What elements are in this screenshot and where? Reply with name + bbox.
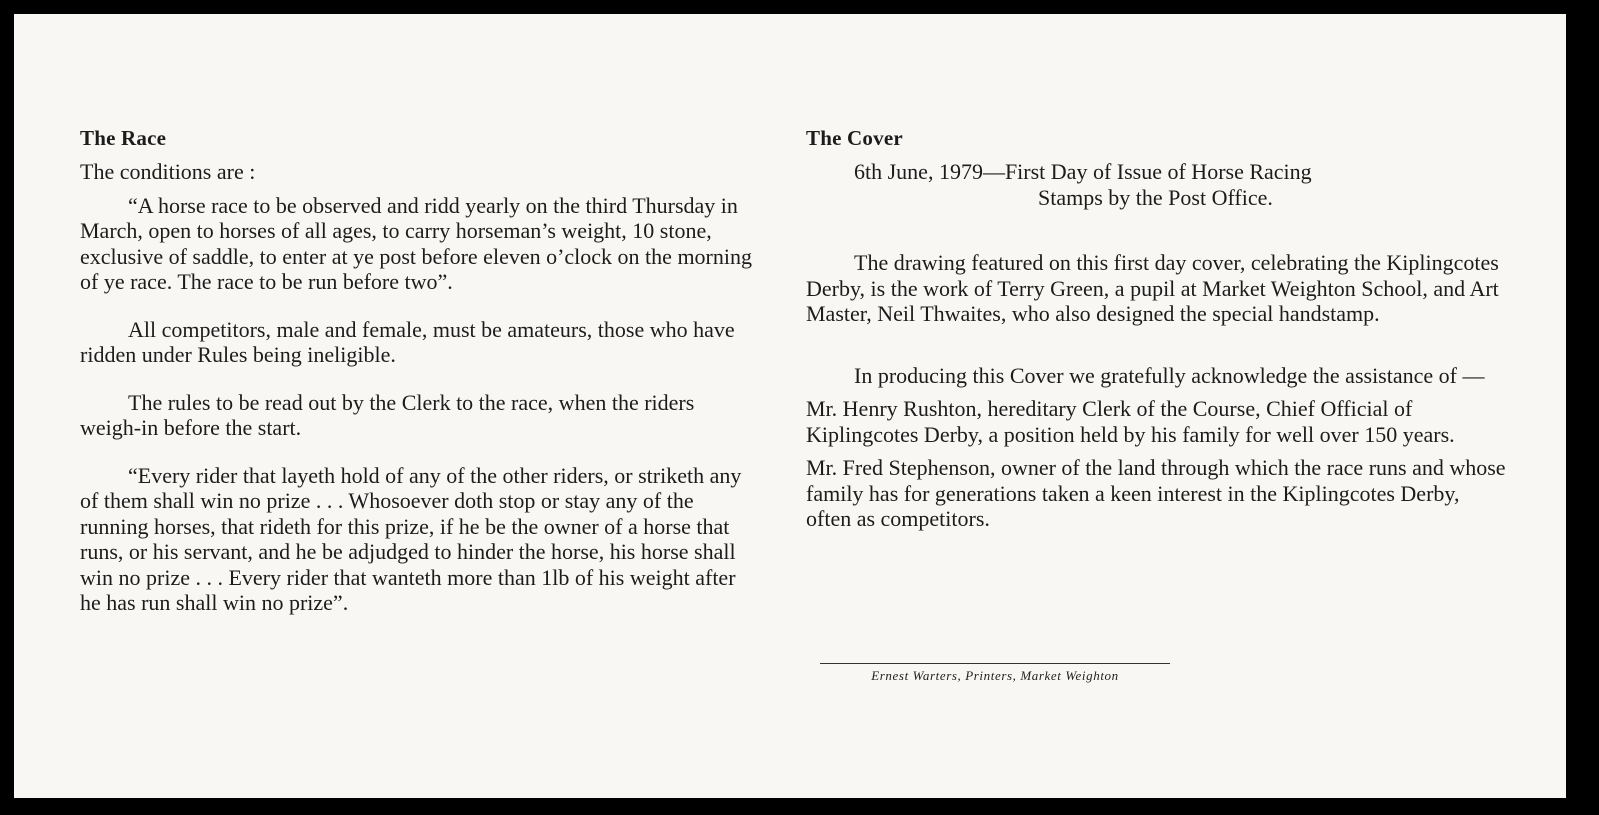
document-page [14,14,1566,798]
conditions-intro: The conditions are : [80,159,256,184]
rider-rules-quote: “Every rider that layeth hold of any of the other riders, or striketh any of them shall win no prize . . . Whosoever doth stop or stay any of the running horses, that rideth for this prize, if he be the owner of a horse that runs, or his servant, and he be adjudged to hinder the horse, his horse shall win no prize . . . Every rider that wanteth more than 1lb of his weight after he has run shall win no prize”. [80,462,742,615]
credit-henry-rushton: Mr. Henry Rushton, hereditary Clerk of the Course, Chief Official of Kiplingcotes Derby, a position held by his family for well over 150 years. [806,396,1455,447]
drawing-paragraph: The drawing featured on this first day cover, celebrating the Kiplingcotes Derby, is the work of Terry Green, a pupil at Market Weighton School, and Art Master, Neil Thwaites, who also designed the special handstamp. [806,250,1499,326]
cover-heading: The Cover [806,126,903,150]
race-conditions-quote: “A horse race to be observed and ridd yearly on the third Thursday in March, open to horses of all ages, to carry horseman’s weight, 10 stone, exclusive of saddle, to enter at ye post before eleven o’clock on the morning of ye race. The race to be run before two”. [80,192,752,294]
competitors-paragraph: All competitors, male and female, must be amateurs, those who have ridden under Rules being ineligible. [80,316,735,367]
acknowledge-paragraph: In producing this Cover we gratefully acknowledge the assistance of — [854,362,1485,388]
printer-divider [820,663,1170,664]
issue-line-1: 6th June, 1979—First Day of Issue of Horse Racing [854,159,1312,184]
race-heading: The Race [80,126,167,150]
printer-credit: Ernest Warters, Printers, Market Weighton [871,668,1119,683]
rules-paragraph: The rules to be read out by the Clerk to the race, when the riders weigh-in before the start. [80,389,695,440]
cover-column [806,126,1506,532]
race-column [80,126,760,616]
credit-fred-stephenson: Mr. Fred Stephenson, owner of the land through which the race runs and whose family has for generations taken a keen interest in the Kiplingcotes Derby, often as competitors. [806,455,1506,531]
issue-line-2: Stamps by the Post Office. [1038,184,1273,210]
